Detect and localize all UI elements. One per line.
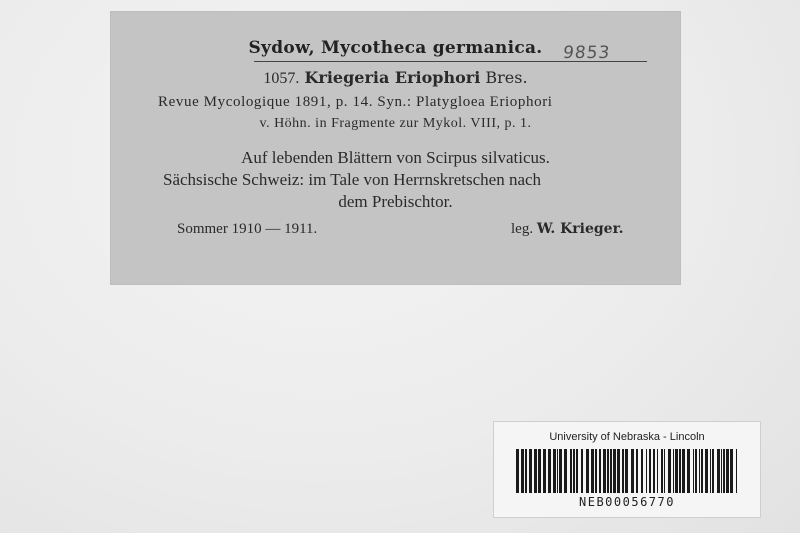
collector-prefix: leg. [511,221,534,237]
habitat-line-2: Sächsische Schweiz: im Tale von Herrnskretschen nach [163,170,542,189]
barcode-bar [636,449,638,493]
barcode-bar [586,449,589,493]
barcode-bar [631,449,634,493]
reference-line-2: v. Höhn. in Fragmente zur Mykol. VIII, p. 1. [259,116,532,131]
barcode-bar [570,449,572,493]
barcode-bar [710,449,711,493]
barcode-bar [553,449,556,493]
barcode-bar [661,449,663,493]
barcode-bar [610,449,612,493]
label-header: Sydow, Mycotheca germanica. [248,38,543,58]
barcode-bar [529,449,532,493]
barcode-bar [693,449,694,493]
barcode-bar [701,449,703,493]
barcode-bar [723,449,725,493]
barcode-bar [622,449,624,493]
barcode-bar [603,449,606,493]
barcode-bar [664,449,665,493]
barcode-bar [557,449,558,493]
barcode-bar [695,449,697,493]
barcode-bar [538,449,541,493]
barcode-bar [653,449,655,493]
barcode-bar [726,449,729,493]
barcode-number: NEB00056770 [579,495,675,509]
barcode-bar [613,449,616,493]
barcode-bar [649,449,651,493]
barcode-bar [675,449,678,493]
barcode-bar [646,449,647,493]
barcode-bar [673,449,674,493]
barcode-bar [516,449,519,493]
barcode-bar [564,449,567,493]
barcode-bar [679,449,681,493]
barcode-bar [591,449,594,493]
barcode-bar [559,449,562,493]
habitat-line-1: Auf lebenden Blättern von Scirpus silvaticus. [241,148,550,167]
barcode-bar [736,449,737,493]
barcode-bar [573,449,575,493]
barcode-bar [657,449,658,493]
habitat-line-3: dem Prebischtor. [338,192,453,211]
barcode-bar [721,449,722,493]
specimen-label [111,12,680,284]
barcode-bar [730,449,733,493]
barcode-bar [682,449,685,493]
species-name: Kriegeria Eriophori [304,68,481,87]
collector [511,221,624,238]
barcode-bar [641,449,643,493]
handwritten-number: 9853 [561,43,612,63]
species-author: Bres. [485,68,528,87]
barcode-bar [525,449,527,493]
collection-date: Sommer 1910 — 1911. [177,221,318,237]
species-line [111,68,680,88]
barcode-bar [625,449,628,493]
barcode-bar [548,449,551,493]
reference-line-1: Revue Mycologique 1891, p. 14. Syn.: Platygloea Eriophori [158,94,553,110]
barcode-bar [712,449,714,493]
barcode-bar [521,449,524,493]
barcode-bar [576,449,578,493]
barcode-bar [705,449,708,493]
barcode-bar [599,449,601,493]
institution-name: University of Nebraska - Lincoln [549,431,705,443]
barcode-bar [595,449,597,493]
barcode-bar [617,449,620,493]
barcode-bar [581,449,583,493]
barcode-bar [717,449,720,493]
barcode-bar [607,449,609,493]
barcode-bars [516,449,738,493]
barcode-card [493,421,761,518]
barcode-bar [543,449,546,493]
barcode-bar [668,449,671,493]
species-number: 1057. [263,70,300,87]
collector-name: W. Krieger. [536,221,624,237]
barcode-bar [534,449,537,493]
barcode-bar [699,449,700,493]
barcode-bar [687,449,690,493]
